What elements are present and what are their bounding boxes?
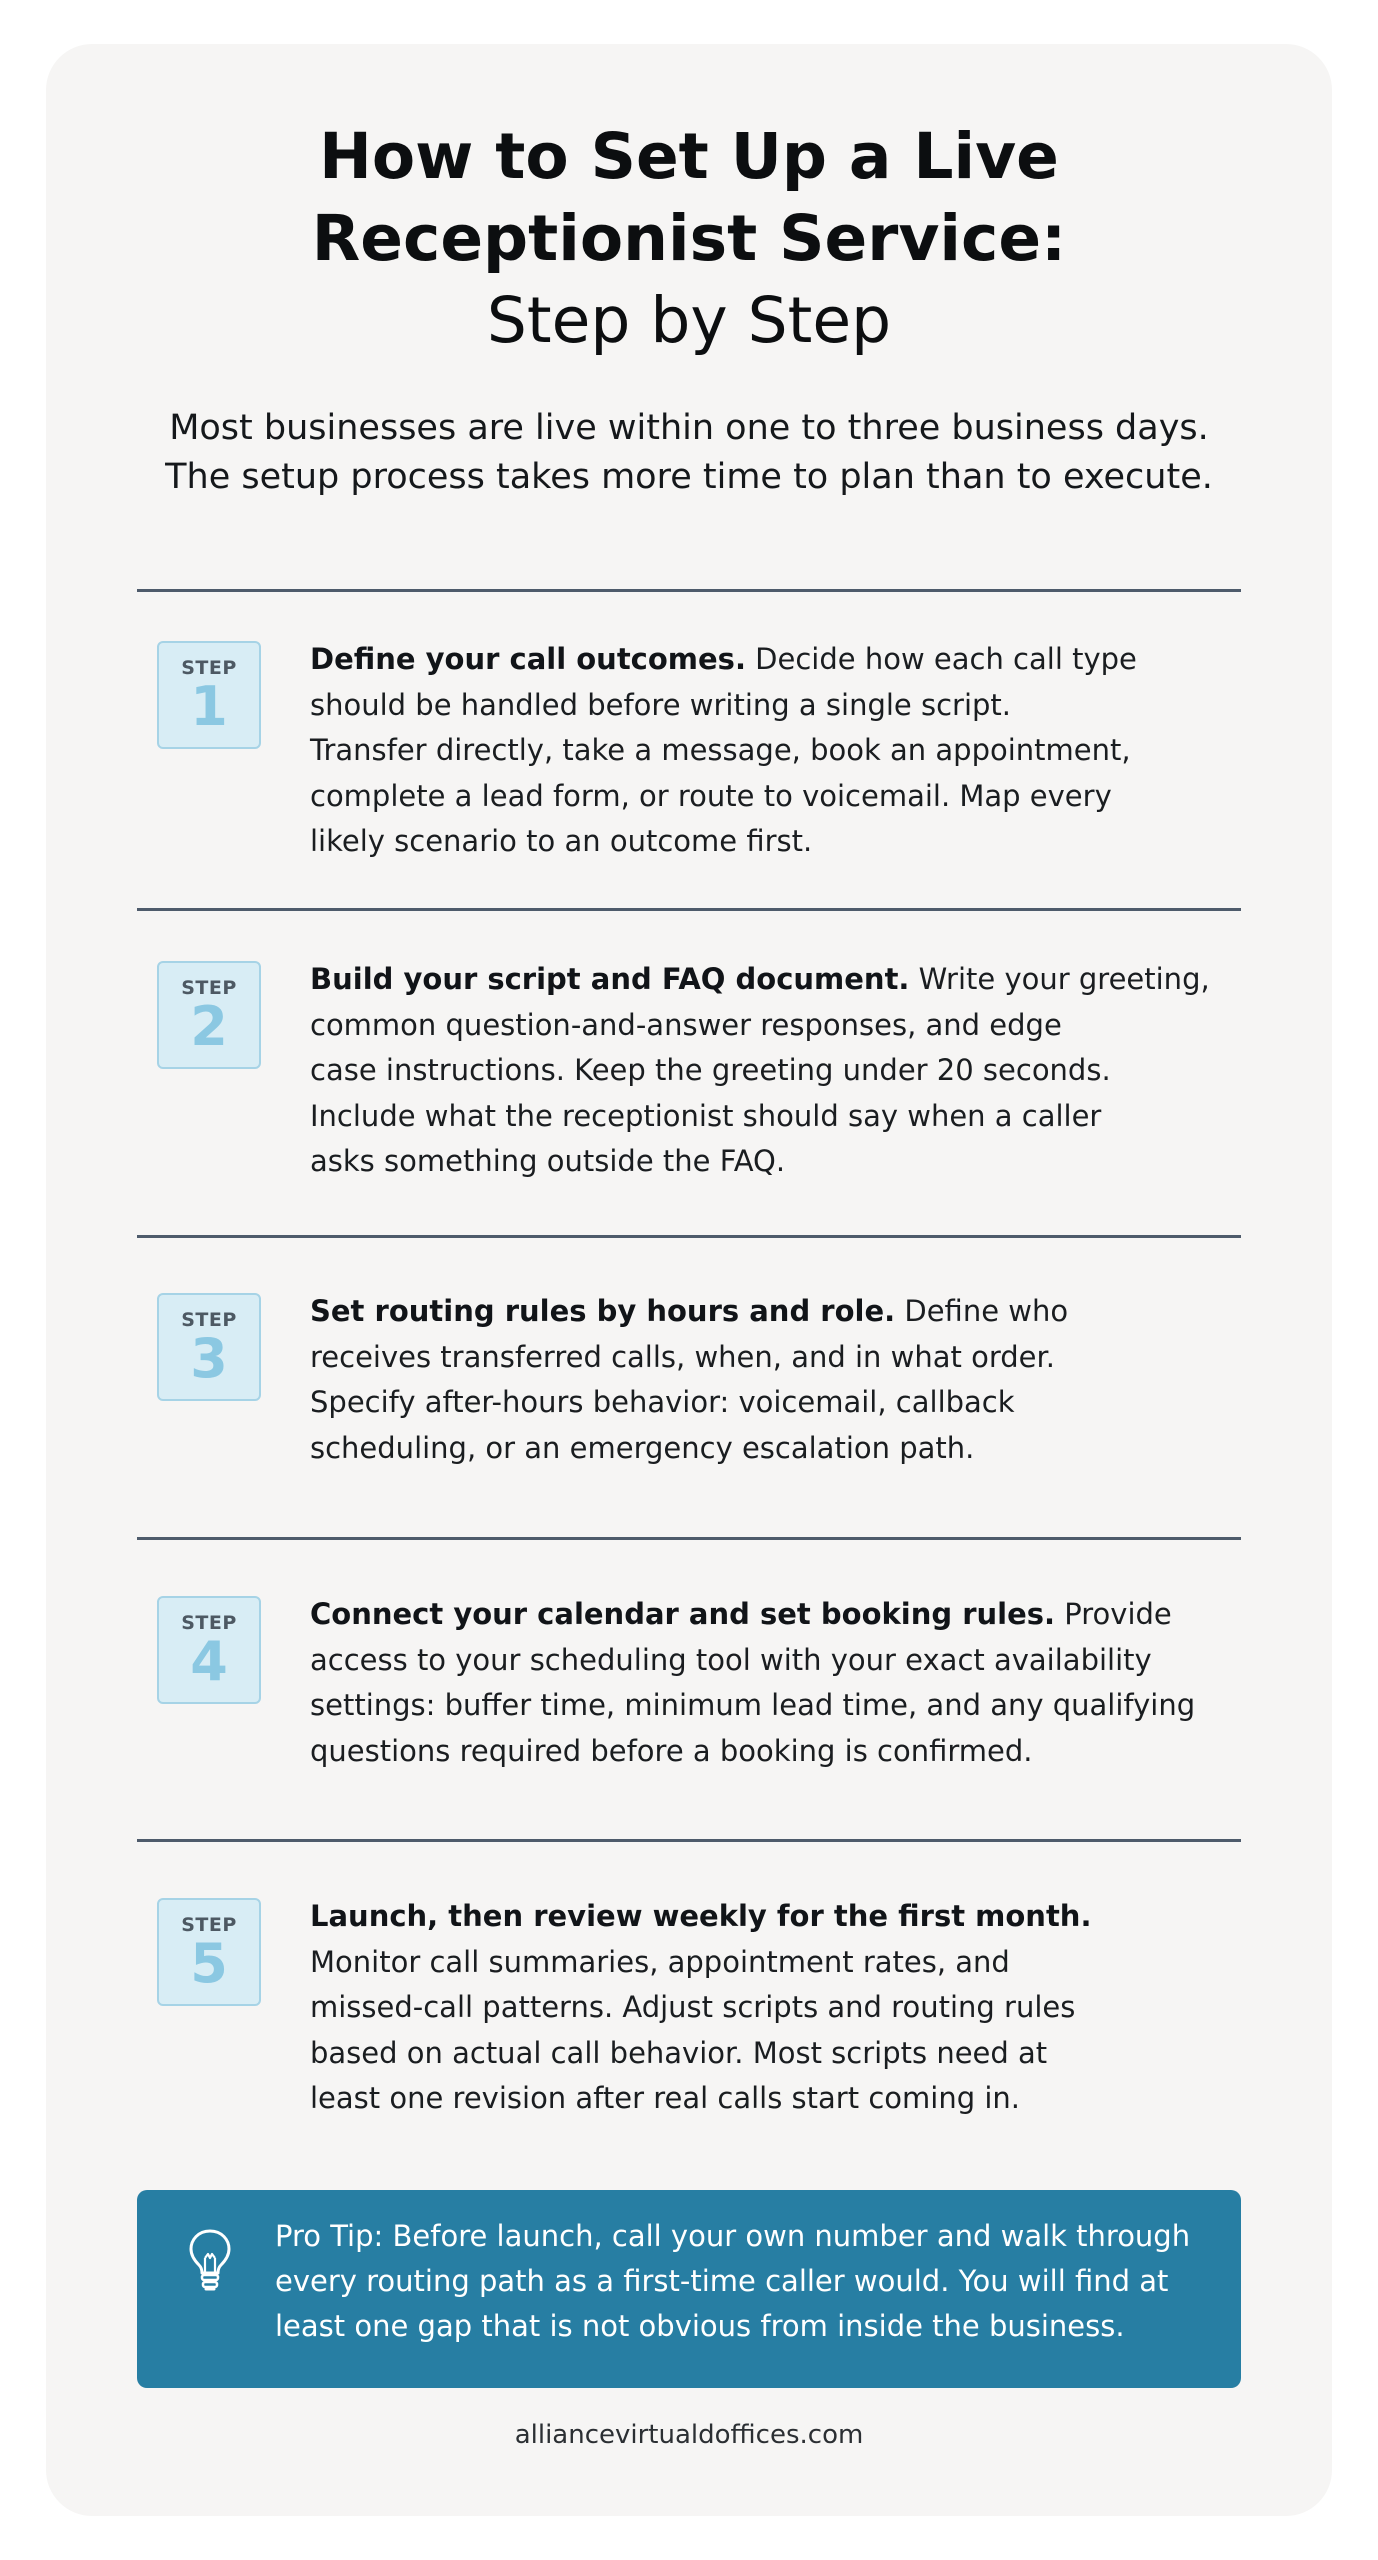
step-2-line-2: common question-and-answer responses, and edge: [310, 1007, 1062, 1042]
step-badge-3: [157, 1293, 261, 1401]
step-badge-4: [157, 1596, 261, 1704]
step-2-line-4: Include what the receptionist should say when a caller: [310, 1098, 1102, 1133]
divider: [137, 1839, 1241, 1842]
step-1-line-1: Decide how each call type: [745, 642, 1137, 676]
step-badge-label: STEP: [181, 657, 237, 679]
step-4-line-4: questions required before a booking is confirmed.: [310, 1733, 1033, 1768]
lightbulb-icon: [187, 2228, 233, 2294]
step-5-heading: Launch, then review weekly for the first month.: [310, 1899, 1092, 1933]
step-number: 2: [190, 995, 228, 1058]
step-5-line-3: missed-call patterns. Adjust scripts and routing rules: [310, 1990, 1076, 2024]
step-3-line-2: receives transferred calls, when, and in what order.: [310, 1339, 1055, 1374]
step-1-line-4: complete a lead form, or route to voicemail. Map every: [310, 778, 1112, 813]
step-1-line-2: should be handled before writing a single script.: [310, 687, 1011, 722]
footer-website: alliancevirtualdoffices.com: [514, 2420, 864, 2450]
step-3-line-3: Specify after-hours behavior: voicemail, callback: [310, 1385, 1015, 1419]
step-1-line-3: Transfer directly, take a message, book an appointment,: [310, 733, 1131, 767]
step-2-text: [310, 957, 1230, 1185]
step-badge-5: [157, 1898, 261, 2006]
step-1-heading: Define your call outcomes.: [310, 642, 746, 676]
intro-text: [0, 404, 1378, 502]
step-2-line-3: case instructions. Keep the greeting under 20 seconds.: [310, 1053, 1111, 1087]
step-badge-label: STEP: [181, 1309, 237, 1331]
title-line-2: Receptionist Service:: [311, 202, 1067, 275]
page-title: [0, 116, 1378, 362]
step-3-heading: Set routing rules by hours and role.: [310, 1294, 896, 1328]
step-3-text: [310, 1289, 1230, 1471]
pro-tip-text: [275, 2214, 1225, 2349]
divider: [137, 908, 1241, 911]
step-5-line-5: least one revision after real calls start coming in.: [310, 2081, 1020, 2115]
step-2-heading: Build your script and FAQ document.: [310, 962, 910, 996]
step-number: 3: [190, 1327, 228, 1390]
step-3-line-1: Define who: [895, 1294, 1069, 1328]
pro-tip-line-2: every routing path as a first-time caller would. You will find at: [275, 2264, 1169, 2298]
step-5-text: [310, 1894, 1230, 2122]
step-1-line-5: likely scenario to an outcome first.: [310, 824, 813, 858]
step-3-line-4: scheduling, or an emergency escalation path.: [310, 1430, 975, 1465]
pro-tip-line-1: Pro Tip: Before launch, call your own number and walk through: [275, 2219, 1191, 2253]
step-5-line-2: Monitor call summaries, appointment rates, and: [310, 1944, 1010, 1979]
step-2-line-1: Write your greeting,: [909, 962, 1210, 996]
step-2-line-5: asks something outside the FAQ.: [310, 1144, 786, 1178]
step-badge-label: STEP: [181, 977, 237, 999]
step-4-line-3: settings: buffer time, minimum lead time, and any qualifying: [310, 1688, 1196, 1722]
step-badge-label: STEP: [181, 1612, 237, 1634]
step-badge-label: STEP: [181, 1914, 237, 1936]
title-line-1: How to Set Up a Live: [319, 120, 1059, 193]
intro-line-1: Most businesses are live within one to three business days.: [169, 408, 1209, 448]
step-4-heading: Connect your calendar and set booking rules.: [310, 1597, 1056, 1631]
step-1-text: [310, 637, 1230, 865]
divider: [137, 1537, 1241, 1540]
step-4-line-1: Provide: [1055, 1597, 1172, 1631]
step-badge-1: [157, 641, 261, 749]
pro-tip-box: [137, 2190, 1241, 2388]
step-4-line-2: access to your scheduling tool with your exact availability: [310, 1642, 1152, 1677]
divider: [137, 589, 1241, 592]
pro-tip-line-3: least one gap that is not obvious from inside the business.: [275, 2309, 1125, 2343]
step-4-text: [310, 1592, 1230, 1774]
step-5-line-4: based on actual call behavior. Most scripts need at: [310, 2035, 1048, 2070]
title-line-3: Step by Step: [486, 284, 892, 357]
step-number: 5: [190, 1932, 228, 1995]
step-badge-2: [157, 961, 261, 1069]
step-number: 4: [190, 1630, 228, 1693]
intro-line-2: The setup process takes more time to plan than to execute.: [165, 457, 1213, 497]
divider: [137, 1235, 1241, 1238]
step-number: 1: [190, 675, 228, 738]
